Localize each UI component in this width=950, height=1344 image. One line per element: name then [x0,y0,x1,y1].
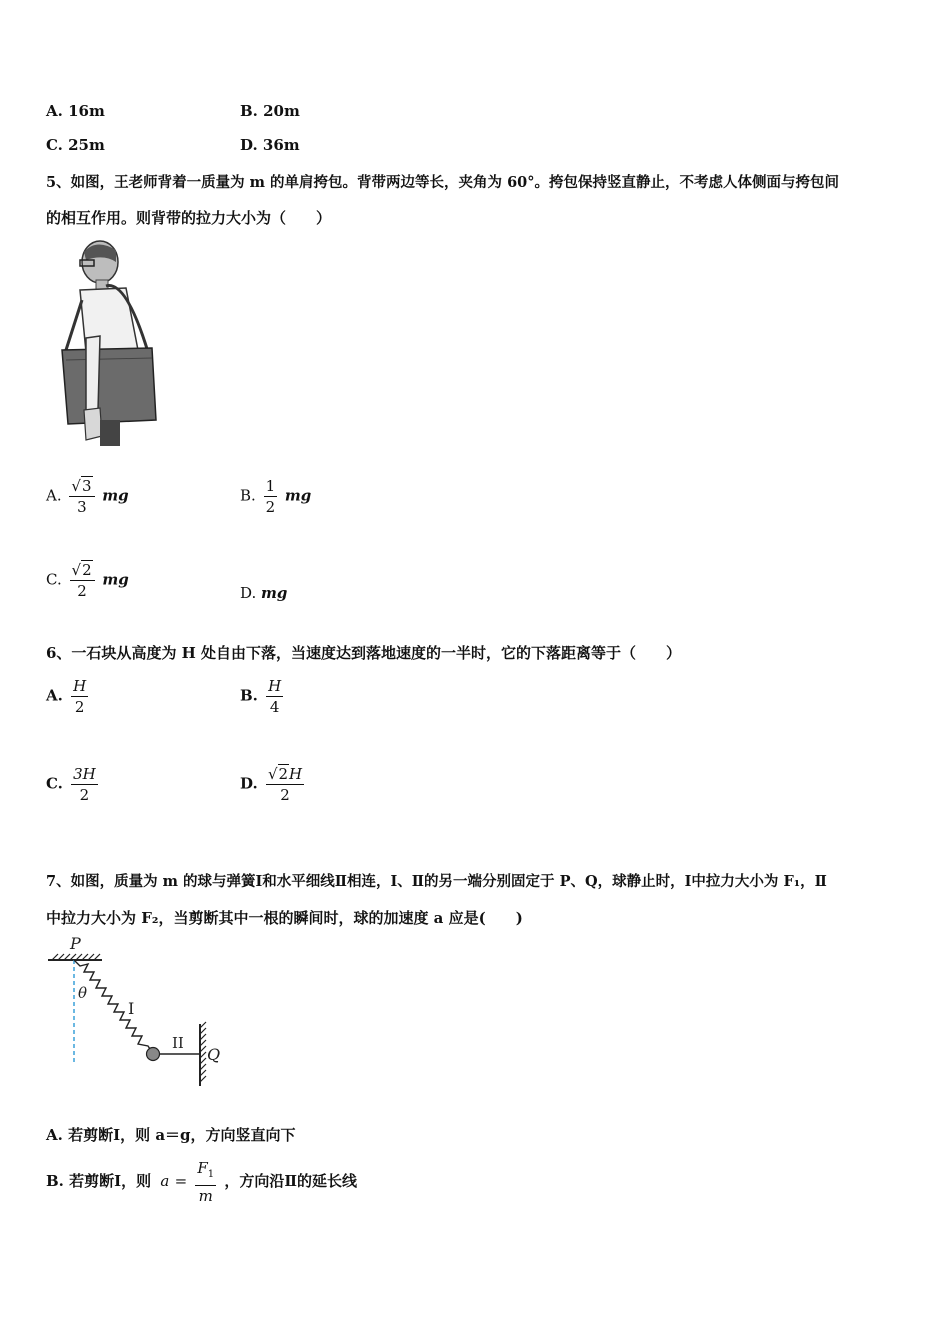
q6-option-c-fraction: $\frac{3H}{2}$ [73,765,96,804]
label-p: P [70,934,81,953]
ball [147,1048,160,1061]
q7-stem-line1: 7、如图，质量为 m 的球与弹簧Ⅰ和水平细线Ⅱ相连，Ⅰ、Ⅱ的另一端分别固定于 P、Q，球静止时，Ⅰ中拉力大小为 F₁，Ⅱ [46,873,827,890]
q5-option-c: C. $\frac{√2}{2}$ mg [46,561,129,600]
sqrt-icon: √ [71,561,82,579]
spring [74,960,152,1052]
q7-option-b: B. 若剪断Ⅰ，则 a = $\frac{F_1}{m}$ ，方向沿Ⅱ的延长线 [46,1159,358,1205]
q4-option-a: A. 16m [46,102,105,120]
q4-option-d: D. 36m [240,136,300,154]
q5-option-a: A. $\frac{√3}{3}$ mg [46,477,129,516]
q5-option-c-fraction: $\frac{√2}{2}$ [70,560,95,601]
q5-stem-line2: 的相互作用。则背带的拉力大小为（ ） [46,209,332,227]
sqrt-icon: √ [71,477,81,495]
q5-option-d: D. mg [240,584,288,602]
q7-stem-line2: 中拉力大小为 F₂，当剪断其中一根的瞬间时，球的加速度 a 应是( ) [46,909,523,927]
q7-option-b-fraction: $\frac{F_1}{m}$ [197,1159,215,1205]
q5-stem-line1: 5、如图，王老师背着一质量为 m 的单肩挎包。背带两边等长，夹角为 60°。挎包保持竖直静止，不考虑人体侧面与挎包间 [46,174,839,191]
q7-option-a: A. 若剪断Ⅰ，则 a＝g，方向竖直向下 [46,1126,296,1144]
q6-option-b: B. $\frac{H}{4}$ [240,677,282,716]
q6-option-d: D. $\frac{√2H}{2}$ [240,765,303,804]
q4-option-c: C. 25m [46,136,105,154]
spring-ball-diagram [44,934,234,1090]
q6-stem: 6、一石块从高度为 H 处自由下落，当速度达到落地速度的一半时，它的下落距离等于（ ） [46,644,682,662]
q5-option-b: B. $\frac{1}{2}$ mg [240,477,312,516]
q6-option-c: C. $\frac{3H}{2}$ [46,765,96,804]
q6-option-a-fraction: $\frac{H}{2}$ [73,677,87,716]
q6-option-b-fraction: $\frac{H}{4}$ [268,677,282,716]
label-spring: I [128,999,135,1018]
teacher-bag-photo [56,240,168,446]
q5-option-b-fraction: $\frac{1}{2}$ [265,477,276,516]
label-theta: θ [78,984,88,1002]
q5-option-a-fraction: $\frac{√3}{3}$ [69,476,94,517]
q6-option-a: A. $\frac{H}{2}$ [46,677,87,716]
label-string: II [172,1034,184,1052]
sqrt-icon: √ [267,765,278,783]
q6-option-d-fraction: $\frac{√2H}{2}$ [267,765,303,804]
q4-option-b: B. 20m [240,102,300,120]
label-q: Q [207,1045,221,1064]
